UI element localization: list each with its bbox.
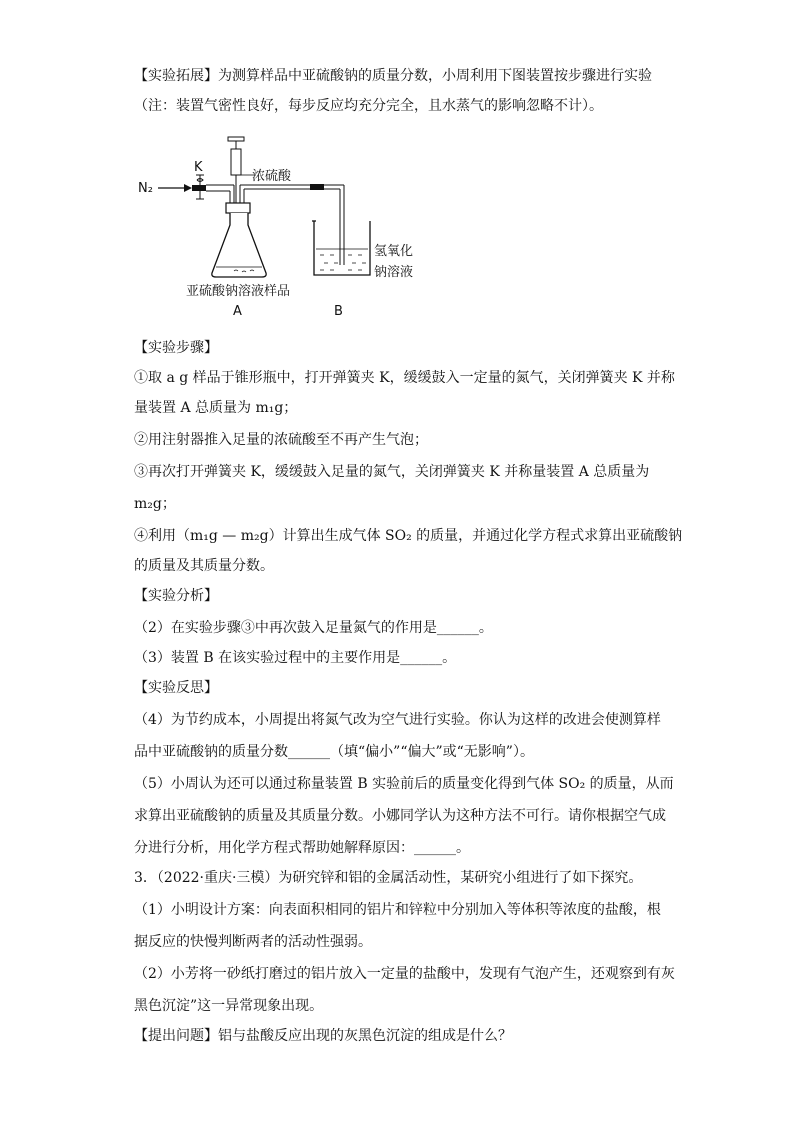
outlet-rubber-tube [310,184,324,190]
beaker-liquid-dashes [320,255,366,270]
n2-arrow-head [184,184,192,192]
n2-label: N₂ [138,181,153,196]
label-a: A [233,304,242,319]
question-2: （2）在实验步骤③中再次鼓入足量氮气的作用是______。 [134,620,493,636]
step-4-line-2: 的质量及其质量分数。 [134,558,274,574]
problem-3-part-1-line-1: （1）小明设计方案：向表面积相同的铝片和锌粒中分别加入等体积等浓度的盐酸，根 [134,902,661,918]
text-line-1: 【实验拓展】为测算样品中亚硫酸钠的质量分数，小周利用下图装置按步骤进行实验 [134,68,652,84]
k-label: K [194,160,203,175]
problem-3-title: 3．（2022·重庆·三模）为研究锌和铝的金属活动性，某研究小组进行了如下探究。 [134,870,643,886]
acid-label: 浓硫酸 [252,169,292,184]
apparatus-diagram [134,125,454,325]
heading-analysis: 【实验分析】 [134,588,218,604]
question-3: （3）装置 B 在该实验过程中的主要作用是______。 [134,650,457,666]
heading-reflection: 【实验反思】 [134,680,218,696]
step-3-line-2: m₂g； [134,496,176,512]
step-3-line-1: ③再次打开弹簧夹 K，缓缓鼓入足量的氮气，关闭弹簧夹 K 并称量装置 A 总质量为 [134,464,650,480]
sample-label: 亚硫酸钠溶液样品 [186,284,291,299]
step-1-line-1: ①取 a g 样品于锥形瓶中，打开弹簧夹 K，缓缓鼓入一定量的氮气，关闭弹簧夹 K 并称 [134,370,675,386]
problem-3-part-2-line-1: （2）小芳将一砂纸打磨过的铝片放入一定量的盐酸中，发现有气泡产生，还观察到有灰 [134,966,675,982]
inlet-rubber-tube [192,185,206,191]
heading-steps: 【实验步骤】 [134,340,218,356]
problem-3-part-1-line-2: 据反应的快慢判断两者的活动性强弱。 [134,934,372,950]
question-5-line-2: 求算出亚硫酸钠的质量及其质量分数。小娜同学认为这种方法不可行。请你根据空气成 [134,808,666,824]
text-line-2: （注：装置气密性良好，每步反应均充分完全，且水蒸气的影响忽略不计）。 [134,98,603,114]
question-4-line-2: 品中亚硫酸钠的质量分数______（填“偏小”“偏大”或“无影响”）。 [134,744,534,760]
step-4-line-1: ④利用（m₁g — m₂g）计算出生成气体 SO₂ 的质量，并通过化学方程式求算出亚硫酸钠 [134,528,683,544]
question-5-line-1: （5）小周认为还可以通过称量装置 B 实验前后的质量变化得到气体 SO₂ 的质量，从而 [134,776,674,792]
naoh-label-line-2: 钠溶液 [374,265,414,280]
apparatus-figure [134,125,454,325]
problem-3-question: 【提出问题】铝与盐酸反应出现的灰黑色沉淀的组成是什么？ [134,1028,512,1044]
question-4-line-1: （4）为节约成本，小周提出将氮气改为空气进行实验。你认为这样的改进会使测算样 [134,712,661,728]
step-1-line-2: 量装置 A 总质量为 m₁g； [134,400,298,416]
flask-stopper [226,203,250,213]
syringe-handle [228,137,244,141]
naoh-label-line-1: 氢氧化 [374,244,414,259]
question-5-line-3: 分进行分析，用化学方程式帮助她解释原因：______。 [134,840,470,856]
label-b: B [334,304,343,319]
problem-3-part-2-line-2: 黑色沉淀”这一异常现象出现。 [134,998,324,1014]
syringe-barrel [231,149,241,175]
beaker [314,221,370,275]
step-2: ②用注射器推入足量的浓硫酸至不再产生气泡； [134,432,428,448]
